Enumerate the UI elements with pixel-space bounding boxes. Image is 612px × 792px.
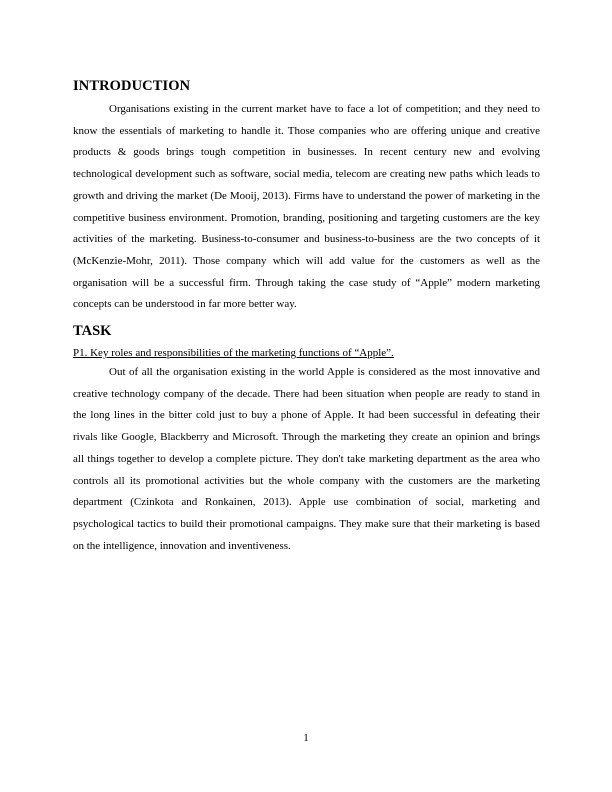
- page-number: 1: [303, 732, 309, 744]
- task-paragraph: Out of all the organisation existing in the world Apple is considered as the most innovative and creative technology company of the decade. There had been situation when people are ready to stand in the long lines in the bitter cold just to buy a phone of Apple. It had been successful in defeating their rivals like Google, Blackberry and Microsoft. Through the marketing they create an opinion and brings all things together to develop a complete picture. They don't take marketing department as the area who controls all its promotional activities but the whole company with the customers are the marketing department (Czinkota and Ronkainen, 2013). Apple use combination of social, marketing and psychological tactics to build their promotional campaigns. They make sure that their marketing is based on the intelligence, innovation and inventiveness.: [73, 366, 540, 552]
- page-content: [73, 77, 540, 557]
- task-subheading: P1. Key roles and responsibilities of the marketing functions of “Apple”.: [73, 347, 394, 360]
- introduction-paragraph: Organisations existing in the current market have to face a lot of competition; and they need to know the essentials of marketing to handle it. Those companies who are offering unique and creative products & goods brings tough competition in businesses. In recent century new and evolving technological development such as software, social media, telecom are creating new paths which leads to growth and driving the market (De Mooij, 2013). Firms have to understand the power of marketing in the competitive business environment. Promotion, branding, positioning and targeting customers are the key activities of the marketing. Business-to-consumer and business-to-business are the two concepts of it (McKenzie-Mohr, 2011). Those company which will add value for the customers as well as the organisation will be a successful firm. Through taking the case study of “Apple” modern marketing concepts can be understood in far more better way.: [73, 103, 540, 311]
- task-heading: TASK: [73, 323, 112, 340]
- introduction-heading: INTRODUCTION: [73, 78, 191, 94]
